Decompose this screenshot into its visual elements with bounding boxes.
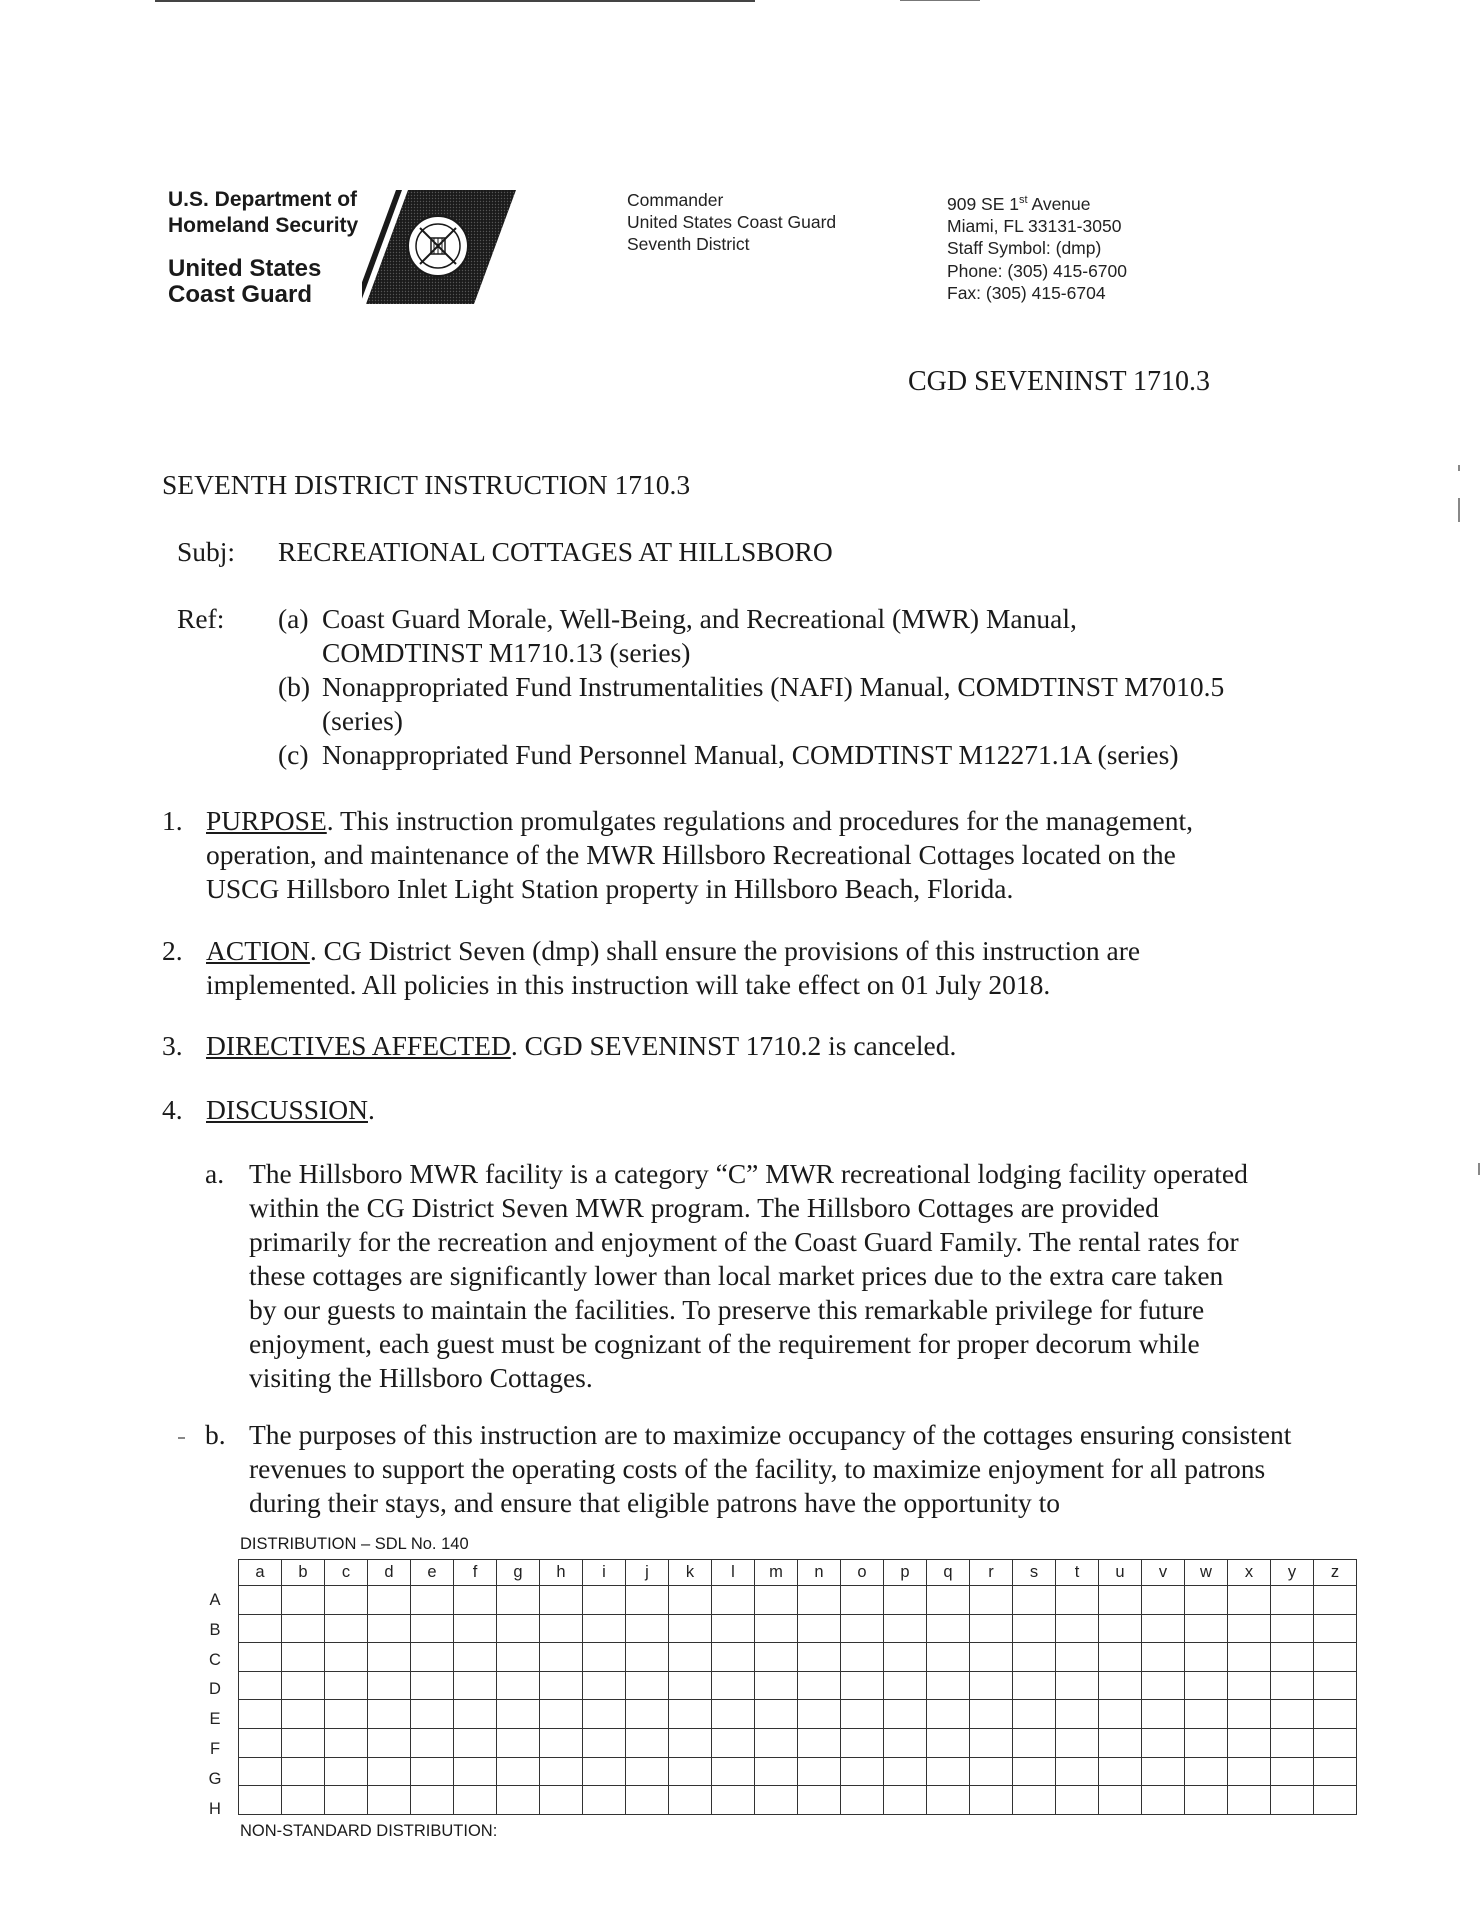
distribution-cell — [583, 1671, 626, 1700]
distribution-cell — [798, 1586, 841, 1615]
section-heading: ACTION — [206, 935, 310, 966]
distribution-cell — [669, 1643, 712, 1672]
distribution-cell — [540, 1728, 583, 1757]
distribution-cell — [497, 1586, 540, 1615]
distribution-cell — [841, 1728, 884, 1757]
distribution-cell — [1056, 1700, 1099, 1729]
distribution-cell — [497, 1786, 540, 1815]
distribution-cell — [798, 1614, 841, 1643]
distribution-row-label: G — [208, 1769, 222, 1788]
distribution-column-label: p — [884, 1560, 927, 1586]
distribution-cell — [1271, 1757, 1314, 1786]
city-line: Miami, FL 33131-3050 — [947, 216, 1122, 237]
distribution-cell — [970, 1786, 1013, 1815]
distribution-row-label: D — [209, 1680, 221, 1699]
distribution-cell — [1228, 1700, 1271, 1729]
distribution-cell — [1056, 1614, 1099, 1643]
distribution-cell — [540, 1757, 583, 1786]
distribution-cell — [497, 1671, 540, 1700]
distribution-cell — [626, 1700, 669, 1729]
distribution-column-label: v — [1142, 1560, 1185, 1586]
distribution-column-label: t — [1056, 1560, 1099, 1586]
distribution-cell — [712, 1786, 755, 1815]
distribution-cell — [1228, 1671, 1271, 1700]
distribution-cell — [841, 1700, 884, 1729]
distribution-column-label: c — [325, 1560, 368, 1586]
distribution-cell — [841, 1757, 884, 1786]
distribution-cell — [970, 1728, 1013, 1757]
distribution-cell — [454, 1728, 497, 1757]
distribution-cell — [282, 1757, 325, 1786]
distribution-column-label: x — [1228, 1560, 1271, 1586]
distribution-cell — [1013, 1671, 1056, 1700]
distribution-cell — [1185, 1614, 1228, 1643]
distribution-cell — [325, 1643, 368, 1672]
distribution-cell — [1099, 1786, 1142, 1815]
distribution-row — [239, 1614, 1357, 1643]
subject-label: Subj: — [177, 536, 236, 567]
distribution-cell — [626, 1757, 669, 1786]
distribution-cell — [239, 1614, 282, 1643]
distribution-cell — [1228, 1586, 1271, 1615]
distribution-row-label: B — [209, 1620, 221, 1639]
distribution-cell — [454, 1786, 497, 1815]
distribution-cell — [669, 1586, 712, 1615]
section-heading: PURPOSE — [206, 805, 327, 836]
distribution-cell — [1271, 1786, 1314, 1815]
distribution-cell — [798, 1728, 841, 1757]
distribution-column-label: m — [755, 1560, 798, 1586]
distribution-row-label: E — [209, 1710, 221, 1729]
distribution-cell — [454, 1614, 497, 1643]
scan-mark — [178, 1437, 185, 1439]
distribution-cell — [1099, 1586, 1142, 1615]
distribution-cell — [712, 1614, 755, 1643]
distribution-cell — [755, 1671, 798, 1700]
distribution-cell — [1314, 1643, 1357, 1672]
distribution-cell — [927, 1728, 970, 1757]
distribution-grid — [238, 1559, 1357, 1815]
distribution-cell — [798, 1643, 841, 1672]
distribution-cell — [669, 1786, 712, 1815]
distribution-cell — [626, 1643, 669, 1672]
distribution-row — [239, 1671, 1357, 1700]
distribution-cell — [927, 1586, 970, 1615]
document-title: SEVENTH DISTRICT INSTRUCTION 1710.3 — [162, 469, 691, 500]
distribution-cell — [669, 1728, 712, 1757]
distribution-cell — [282, 1786, 325, 1815]
distribution-column-label: r — [970, 1560, 1013, 1586]
distribution-cell — [1142, 1643, 1185, 1672]
agency-line-2: Homeland Security — [168, 214, 359, 237]
distribution-row — [239, 1586, 1357, 1615]
distribution-column-label: b — [282, 1560, 325, 1586]
distribution-cell — [239, 1786, 282, 1815]
distribution-cell — [712, 1671, 755, 1700]
distribution-cell — [282, 1586, 325, 1615]
distribution-cell — [411, 1643, 454, 1672]
distribution-cell — [669, 1671, 712, 1700]
distribution-cell — [325, 1586, 368, 1615]
distribution-cell — [626, 1786, 669, 1815]
distribution-column-label: g — [497, 1560, 540, 1586]
distribution-cell — [583, 1728, 626, 1757]
distribution-cell — [970, 1614, 1013, 1643]
distribution-cell — [411, 1757, 454, 1786]
commander-block — [627, 189, 836, 255]
distribution-cell — [1271, 1614, 1314, 1643]
distribution-cell — [1013, 1586, 1056, 1615]
distribution-cell — [583, 1786, 626, 1815]
distribution-cell — [540, 1671, 583, 1700]
distribution-cell — [411, 1728, 454, 1757]
distribution-cell — [1314, 1586, 1357, 1615]
distribution-cell — [540, 1586, 583, 1615]
distribution-cell — [411, 1700, 454, 1729]
distribution-cell — [755, 1586, 798, 1615]
distribution-cell — [1056, 1728, 1099, 1757]
service-line-1: United States — [168, 255, 322, 282]
distribution-cell — [411, 1671, 454, 1700]
reference-item: (c) Nonappropriated Fund Personnel Manual, COMDTINST M12271.1A (series) — [278, 739, 1179, 770]
distribution-cell — [239, 1700, 282, 1729]
distribution-cell — [540, 1700, 583, 1729]
distribution-cell — [1013, 1700, 1056, 1729]
distribution-row-label: H — [209, 1799, 221, 1818]
distribution-cell — [411, 1614, 454, 1643]
distribution-cell — [239, 1757, 282, 1786]
section-purpose: 1. PURPOSE. This instruction promulgates regulations and procedures for the management, operation, and maintenance of the MWR Hillsboro Recreational Cottages located on the USCG Hillsboro Inlet Light Station property in Hillsboro Beach, Florida. — [162, 805, 1194, 904]
distribution-cell — [497, 1643, 540, 1672]
address-block — [947, 189, 1127, 304]
scan-edge-line — [900, 0, 980, 1]
distribution-cell — [884, 1671, 927, 1700]
distribution-cell — [1228, 1786, 1271, 1815]
distribution-cell — [927, 1700, 970, 1729]
reference-list — [278, 602, 1308, 772]
section-heading: DIRECTIVES AFFECTED — [206, 1030, 511, 1061]
distribution-cell — [884, 1586, 927, 1615]
distribution-cell — [841, 1786, 884, 1815]
subject-text: RECREATIONAL COTTAGES AT HILLSBORO — [278, 536, 833, 567]
distribution-cell — [325, 1728, 368, 1757]
references-label: Ref: — [177, 603, 225, 634]
distribution-cell — [454, 1643, 497, 1672]
discussion-item-a: a. The Hillsboro MWR facility is a category “C” MWR recreational lodging facility operated within the CG District Seven MWR program. The Hillsboro Cottages are provided primarily for the recreation and enjoyment of the Coast Guard Family. The rental rates for these cottages are significantly lower than local market prices due to the extra care taken by our guests to maintain the facilities. To preserve this remarkable privilege for future enjoyment, each guest must be cognizant of the requirement for proper decorum while visiting the Hillsboro Cottages. — [205, 1158, 1248, 1393]
distribution-cell — [1099, 1671, 1142, 1700]
commander-line-2: United States Coast Guard — [627, 212, 837, 232]
distribution-row — [239, 1728, 1357, 1757]
distribution-cell — [1013, 1757, 1056, 1786]
reference-item: (b) Nonappropriated Fund Instrumentalities (NAFI) Manual, COMDTINST M7010.5 (series) — [278, 671, 1225, 736]
distribution-row — [239, 1786, 1357, 1815]
distribution-cell — [239, 1728, 282, 1757]
distribution-column-label: y — [1271, 1560, 1314, 1586]
distribution-cell — [1013, 1643, 1056, 1672]
distribution-cell — [583, 1586, 626, 1615]
distribution-cell — [669, 1700, 712, 1729]
distribution-cell — [626, 1586, 669, 1615]
distribution-cell — [1142, 1614, 1185, 1643]
distribution-row-label: A — [209, 1591, 221, 1609]
distribution-cell — [1314, 1786, 1357, 1815]
distribution-column-label: u — [1099, 1560, 1142, 1586]
distribution-cell — [755, 1786, 798, 1815]
scan-mark — [1478, 1163, 1480, 1175]
distribution-cell — [798, 1671, 841, 1700]
distribution-cell — [841, 1643, 884, 1672]
section-discussion: 4. DISCUSSION. — [162, 1094, 375, 1125]
service-line-2: Coast Guard — [168, 281, 313, 308]
distribution-column-label: s — [1013, 1560, 1056, 1586]
coast-guard-stripe-logo — [362, 188, 522, 306]
distribution-cell — [970, 1671, 1013, 1700]
distribution-cell — [927, 1614, 970, 1643]
distribution-cell — [1228, 1757, 1271, 1786]
distribution-cell — [1056, 1757, 1099, 1786]
distribution-cell — [1185, 1643, 1228, 1672]
distribution-cell — [454, 1700, 497, 1729]
distribution-cell — [368, 1671, 411, 1700]
distribution-cell — [755, 1757, 798, 1786]
distribution-cell — [626, 1671, 669, 1700]
distribution-cell — [970, 1586, 1013, 1615]
distribution-row — [239, 1700, 1357, 1729]
distribution-column-label: o — [841, 1560, 884, 1586]
distribution-cell — [497, 1614, 540, 1643]
distribution-title: DISTRIBUTION – SDL No. 140 — [240, 1535, 469, 1553]
distribution-cell — [1271, 1586, 1314, 1615]
instruction-number: CGD SEVENINST 1710.3 — [908, 366, 1211, 397]
distribution-cell — [712, 1643, 755, 1672]
section-directives: 3. DIRECTIVES AFFECTED. CGD SEVENINST 1710.2 is canceled. — [162, 1030, 957, 1061]
distribution-header-row — [239, 1560, 1357, 1586]
distribution-cell — [1185, 1671, 1228, 1700]
distribution-cell — [1228, 1643, 1271, 1672]
distribution-cell — [368, 1614, 411, 1643]
section-heading: DISCUSSION — [206, 1094, 368, 1125]
distribution-column-label: e — [411, 1560, 454, 1586]
distribution-cell — [325, 1786, 368, 1815]
distribution-cell — [411, 1586, 454, 1615]
distribution-cell — [841, 1586, 884, 1615]
phone-number: Phone: (305) 415-6700 — [947, 260, 1127, 281]
distribution-cell — [1142, 1757, 1185, 1786]
distribution-column-label: l — [712, 1560, 755, 1586]
distribution-cell — [1271, 1700, 1314, 1729]
distribution-cell — [583, 1757, 626, 1786]
distribution-column-label: w — [1185, 1560, 1228, 1586]
distribution-cell — [712, 1728, 755, 1757]
distribution-cell — [970, 1700, 1013, 1729]
distribution-cell — [1142, 1671, 1185, 1700]
distribution-cell — [970, 1643, 1013, 1672]
distribution-cell — [239, 1643, 282, 1672]
distribution-cell — [411, 1786, 454, 1815]
distribution-cell — [1099, 1614, 1142, 1643]
distribution-cell — [927, 1643, 970, 1672]
distribution-cell — [583, 1643, 626, 1672]
distribution-cell — [454, 1671, 497, 1700]
distribution-cell — [1271, 1728, 1314, 1757]
distribution-cell — [755, 1728, 798, 1757]
distribution-column-label: j — [626, 1560, 669, 1586]
distribution-cell — [1314, 1614, 1357, 1643]
distribution-cell — [927, 1671, 970, 1700]
distribution-cell — [755, 1700, 798, 1729]
distribution-cell — [1099, 1757, 1142, 1786]
distribution-row-label: F — [209, 1739, 221, 1758]
distribution-cell — [927, 1786, 970, 1815]
distribution-cell — [1271, 1671, 1314, 1700]
distribution-cell — [368, 1757, 411, 1786]
distribution-cell — [325, 1671, 368, 1700]
distribution-cell — [1185, 1586, 1228, 1615]
distribution-cell — [1185, 1700, 1228, 1729]
distribution-cell — [798, 1700, 841, 1729]
distribution-cell — [1056, 1671, 1099, 1700]
distribution-cell — [1013, 1614, 1056, 1643]
scan-edge-line — [155, 0, 755, 2]
distribution-cell — [1056, 1786, 1099, 1815]
distribution-cell — [1099, 1643, 1142, 1672]
distribution-column-label: n — [798, 1560, 841, 1586]
distribution-column-label: a — [239, 1560, 282, 1586]
distribution-cell — [1228, 1728, 1271, 1757]
distribution-cell — [1314, 1671, 1357, 1700]
scan-mark — [1458, 498, 1460, 522]
distribution-cell — [454, 1757, 497, 1786]
distribution-cell — [884, 1643, 927, 1672]
distribution-column-label: d — [368, 1560, 411, 1586]
distribution-cell — [884, 1614, 927, 1643]
distribution-cell — [1185, 1786, 1228, 1815]
service-name — [168, 256, 321, 308]
distribution-cell — [540, 1614, 583, 1643]
distribution-column-label: k — [669, 1560, 712, 1586]
distribution-cell — [1142, 1586, 1185, 1615]
distribution-cell — [583, 1700, 626, 1729]
reference-item: (a) Coast Guard Morale, Well-Being, and Recreational (MWR) Manual, COMDTINST M1710.13 (series) — [278, 603, 1077, 668]
distribution-cell — [1056, 1643, 1099, 1672]
street-address: 909 SE 1st Avenue — [947, 193, 1091, 214]
distribution-cell — [368, 1643, 411, 1672]
distribution-cell — [497, 1700, 540, 1729]
distribution-cell — [798, 1757, 841, 1786]
distribution-cell — [1185, 1757, 1228, 1786]
commander-line-1: Commander — [627, 190, 724, 210]
agency-line-1: U.S. Department of — [168, 188, 358, 211]
distribution-cell — [239, 1586, 282, 1615]
distribution-cell — [626, 1614, 669, 1643]
distribution-row — [239, 1757, 1357, 1786]
distribution-cell — [1056, 1586, 1099, 1615]
staff-symbol: Staff Symbol: (dmp) — [947, 238, 1102, 259]
distribution-cell — [884, 1786, 927, 1815]
distribution-cell — [1271, 1643, 1314, 1672]
commander-line-3: Seventh District — [627, 234, 750, 254]
distribution-cell — [927, 1757, 970, 1786]
distribution-cell — [798, 1786, 841, 1815]
distribution-cell — [368, 1700, 411, 1729]
distribution-cell — [626, 1728, 669, 1757]
distribution-cell — [282, 1728, 325, 1757]
distribution-cell — [1142, 1728, 1185, 1757]
distribution-row — [239, 1643, 1357, 1672]
distribution-cell — [669, 1757, 712, 1786]
distribution-cell — [368, 1728, 411, 1757]
agency-name — [168, 187, 358, 239]
distribution-column-label: f — [454, 1560, 497, 1586]
distribution-cell — [239, 1671, 282, 1700]
distribution-cell — [454, 1586, 497, 1615]
distribution-cell — [712, 1700, 755, 1729]
distribution-cell — [712, 1757, 755, 1786]
distribution-column-label: h — [540, 1560, 583, 1586]
distribution-cell — [282, 1614, 325, 1643]
distribution-cell — [325, 1757, 368, 1786]
distribution-cell — [841, 1671, 884, 1700]
discussion-item-b: b. The purposes of this instruction are to maximize occupancy of the cottages ensuring consistent revenues to support the operating costs of the facility, to maximize enjoyment for all patrons during their stays, and ensure that eligible patrons have the opportunity to — [205, 1419, 1292, 1518]
distribution-cell — [540, 1786, 583, 1815]
distribution-cell — [1314, 1757, 1357, 1786]
distribution-cell — [755, 1643, 798, 1672]
distribution-cell — [1013, 1786, 1056, 1815]
distribution-cell — [1099, 1700, 1142, 1729]
scan-mark — [1458, 465, 1460, 471]
distribution-cell — [1314, 1700, 1357, 1729]
distribution-cell — [1099, 1728, 1142, 1757]
distribution-cell — [1142, 1786, 1185, 1815]
distribution-cell — [325, 1700, 368, 1729]
section-action: 2. ACTION. CG District Seven (dmp) shall ensure the provisions of this instruction are implemented. All policies in this instruction will take effect on 01 July 2018. — [162, 935, 1141, 1000]
distribution-row-label: C — [209, 1650, 221, 1669]
fax-number: Fax: (305) 415-6704 — [947, 283, 1106, 304]
distribution-cell — [282, 1671, 325, 1700]
distribution-column-label: i — [583, 1560, 626, 1586]
distribution-cell — [669, 1614, 712, 1643]
distribution-cell — [884, 1700, 927, 1729]
distribution-cell — [583, 1614, 626, 1643]
distribution-cell — [282, 1700, 325, 1729]
distribution-cell — [1013, 1728, 1056, 1757]
distribution-cell — [1314, 1728, 1357, 1757]
distribution-cell — [1185, 1728, 1228, 1757]
distribution-cell — [497, 1728, 540, 1757]
distribution-cell — [970, 1757, 1013, 1786]
distribution-cell — [755, 1614, 798, 1643]
distribution-cell — [1228, 1614, 1271, 1643]
distribution-cell — [884, 1728, 927, 1757]
distribution-column-label: z — [1314, 1560, 1357, 1586]
distribution-cell — [540, 1643, 583, 1672]
distribution-cell — [712, 1586, 755, 1615]
distribution-cell — [884, 1757, 927, 1786]
distribution-cell — [841, 1614, 884, 1643]
non-standard-distribution: NON-STANDARD DISTRIBUTION: — [240, 1822, 498, 1840]
distribution-cell — [1142, 1700, 1185, 1729]
distribution-cell — [282, 1643, 325, 1672]
distribution-column-label: q — [927, 1560, 970, 1586]
distribution-row-labels — [205, 1586, 225, 1824]
distribution-cell — [368, 1586, 411, 1615]
distribution-cell — [368, 1786, 411, 1815]
distribution-cell — [325, 1614, 368, 1643]
distribution-cell — [497, 1757, 540, 1786]
